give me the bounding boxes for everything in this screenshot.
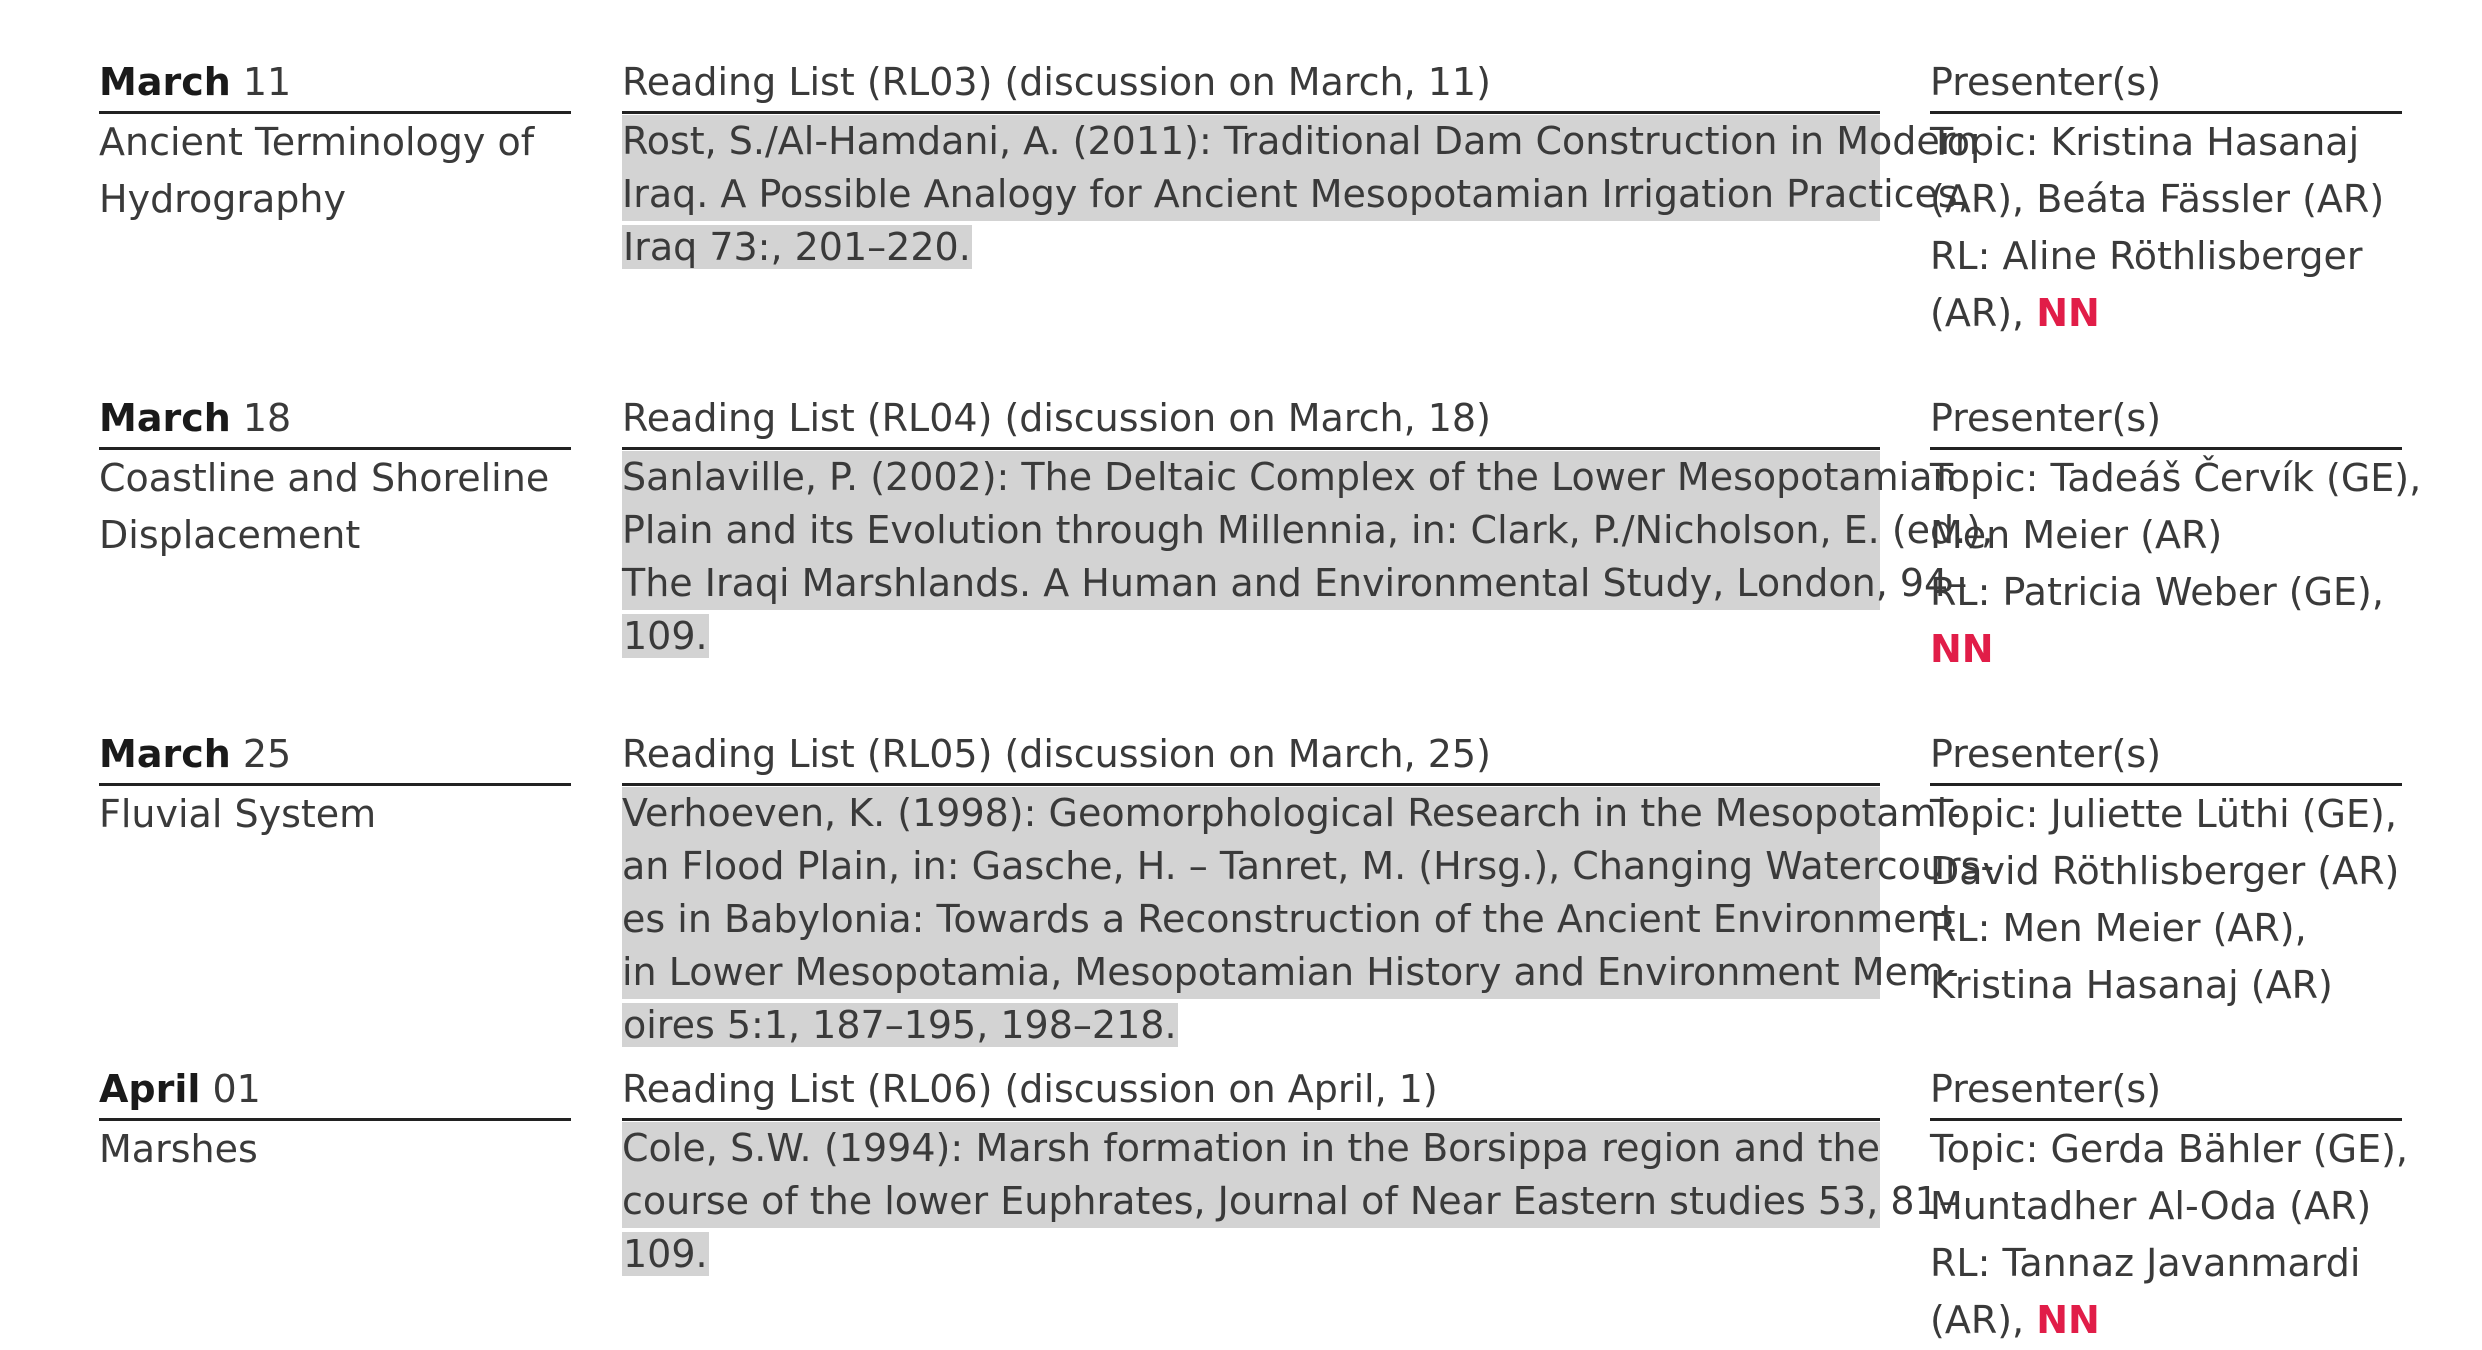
presenter-line: Topic: Gerda Bähler (GE), <box>1930 1127 2408 1171</box>
session-date <box>99 726 571 786</box>
reference-line: es in Babylonia: Towards a Reconstruction of the Ancient Environment <box>622 893 1880 946</box>
topic-title-line: Displacement <box>99 513 361 557</box>
reference-line: Sanlaville, P. (2002): The Deltaic Complex of the Lower Mesopotamian <box>622 451 1880 504</box>
topic-title-line: Coastline and Shoreline <box>99 456 550 500</box>
nn-placeholder: NN <box>1930 627 1994 671</box>
reference-line: The Iraqi Marshlands. A Human and Environmental Study, London, 94– <box>622 557 1880 610</box>
reading-list-header: Reading List (RL05) (discussion on March, 25) <box>622 726 1880 786</box>
nn-placeholder: NN <box>2036 1298 2100 1342</box>
presenter-line: (AR), Beáta Fässler (AR) <box>1930 177 2385 221</box>
reading-list-header: Reading List (RL04) (discussion on March, 18) <box>622 390 1880 450</box>
topic-title-line: Ancient Terminology of <box>99 120 535 164</box>
topic-title-line: Marshes <box>99 1127 258 1171</box>
nn-placeholder: NN <box>2036 291 2100 335</box>
day: 18 <box>242 396 292 440</box>
month: March <box>99 732 231 776</box>
reference-line: course of the lower Euphrates, Journal of Near Eastern studies 53, 81– <box>622 1175 1880 1228</box>
day: 01 <box>212 1067 261 1111</box>
reading-list-header: Reading List (RL03) (discussion on March, 11) <box>622 54 1880 114</box>
presenter-header: Presenter(s) <box>1930 54 2402 114</box>
presenter-header: Presenter(s) <box>1930 390 2402 450</box>
session-date <box>99 1061 571 1121</box>
session-date <box>99 390 571 450</box>
reference-line: Iraq. A Possible Analogy for Ancient Mesopotamian Irrigation Practices, <box>622 168 1880 221</box>
presenter-line: (AR), NN <box>1930 291 2100 335</box>
reading-column <box>622 1061 1958 1281</box>
month: March <box>99 60 231 104</box>
date-column <box>99 1061 571 1178</box>
topic-title-line: Fluvial System <box>99 792 377 836</box>
presenter-column <box>1930 1061 2408 1349</box>
reading-column <box>622 54 1979 274</box>
date-column <box>99 390 571 564</box>
reference-line: Rost, S./Al-Hamdani, A. (2011): Traditional Dam Construction in Modern <box>622 115 1880 168</box>
reference-line: an Flood Plain, in: Gasche, H. – Tanret, M. (Hrsg.), Changing Watercours- <box>622 840 1880 893</box>
reading-reference <box>622 1122 1958 1281</box>
day: 25 <box>242 732 292 776</box>
presenter-header: Presenter(s) <box>1930 726 2402 786</box>
month: March <box>99 396 231 440</box>
reference-line: 109. <box>623 614 708 658</box>
presenter-line: Muntadher Al-Oda (AR) <box>1930 1184 2372 1228</box>
presenter-line <box>1930 621 2402 678</box>
date-column <box>99 54 571 228</box>
month: April <box>99 1067 201 1111</box>
date-column <box>99 726 571 843</box>
day: 11 <box>242 60 292 104</box>
presenter-line: David Röthlisberger (AR) <box>1930 849 2400 893</box>
presenter-line: Topic: Tadeáš Červík (GE), <box>1930 456 2422 500</box>
presenter-column <box>1930 726 2402 1014</box>
presenter-line: RL: Tannaz Javanmardi <box>1930 1241 2361 1285</box>
reference-line: in Lower Mesopotamia, Mesopotamian History and Environment Mem- <box>622 946 1880 999</box>
reading-reference <box>622 115 1979 274</box>
presenter-line: RL: Aline Röthlisberger <box>1930 234 2363 278</box>
reference-line: 109. <box>623 1232 708 1276</box>
reading-reference <box>622 451 1994 663</box>
reference-line: Plain and its Evolution through Millennia, in: Clark, P./Nicholson, E. (ed.), <box>622 504 1880 557</box>
reference-line: Verhoeven, K. (1998): Geomorphological Research in the Mesopotami- <box>622 787 1880 840</box>
presenter-header: Presenter(s) <box>1930 1061 2402 1121</box>
reading-column <box>622 390 1994 663</box>
reading-reference <box>622 787 1995 1052</box>
reference-line: oires 5:1, 187–195, 198–218. <box>623 1003 1177 1047</box>
reference-line: Iraq 73:, 201–220. <box>623 225 971 269</box>
reading-list-header: Reading List (RL06) (discussion on April, 1) <box>622 1061 1880 1121</box>
topic-title-line: Hydrography <box>99 177 346 221</box>
presenter-line: Topic: Juliette Lüthi (GE), <box>1930 792 2397 836</box>
presenter-line: Topic: Kristina Hasanaj <box>1930 120 2360 164</box>
presenter-line: Kristina Hasanaj (AR) <box>1930 963 2333 1007</box>
presenter-line: RL: Patricia Weber (GE), <box>1930 570 2384 614</box>
presenter-column <box>1930 54 2402 342</box>
reference-line: Cole, S.W. (1994): Marsh formation in the Borsippa region and the <box>622 1122 1880 1175</box>
reading-column <box>622 726 1995 1052</box>
session-date <box>99 54 571 114</box>
presenter-column <box>1930 390 2422 678</box>
presenter-line: (AR), NN <box>1930 1298 2100 1342</box>
presenter-line: RL: Men Meier (AR), <box>1930 906 2307 950</box>
presenter-line: Men Meier (AR) <box>1930 513 2223 557</box>
